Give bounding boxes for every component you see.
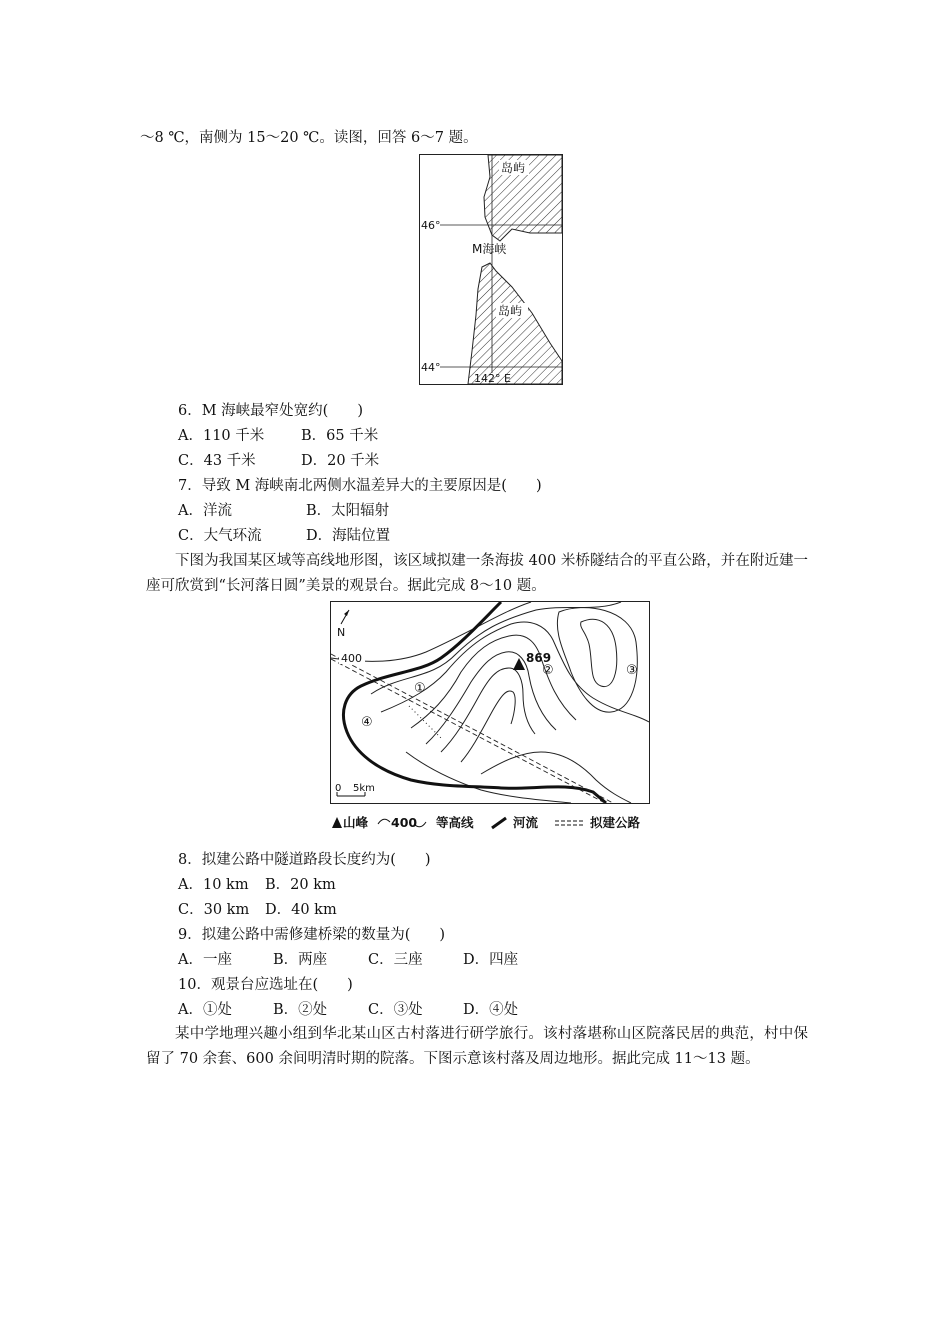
peak-value: 869 <box>526 651 552 665</box>
scale-zero: 0 <box>335 783 342 794</box>
legend-river-icon <box>492 818 506 828</box>
q8-option-d[interactable]: D．40 km <box>265 902 337 918</box>
south-island <box>468 263 562 384</box>
q6-stem: 6．M 海峡最窄处宽约( ) <box>178 403 363 419</box>
strait-label: M海峡 <box>472 242 507 256</box>
q6-option-d[interactable]: D．20 千米 <box>301 453 380 469</box>
intro-line: ～8 ℃，南侧为 15～20 ℃。读图，回答 6～7 题。 <box>140 130 478 146</box>
q6-option-b[interactable]: B．65 千米 <box>301 428 379 444</box>
legend-contour-label: 等高线 <box>436 815 474 830</box>
q8-option-b[interactable]: B．20 km <box>265 877 336 893</box>
north-island-label: 岛屿 <box>501 161 526 175</box>
lat-46-label: 46° <box>421 219 441 232</box>
south-island-label: 岛屿 <box>498 304 523 318</box>
contour-map <box>330 601 650 804</box>
q10-option-c[interactable]: C．③处 <box>368 1002 423 1018</box>
point-1[interactable]: ① <box>414 681 426 696</box>
q9-option-c[interactable]: C．三座 <box>368 952 423 968</box>
strait-map <box>419 154 563 385</box>
contour-map-svg <box>331 602 649 803</box>
q9-option-a[interactable]: A．一座 <box>178 952 232 968</box>
contour-400-label: 400 <box>341 652 362 665</box>
q10-option-a[interactable]: A．①处 <box>178 1002 232 1018</box>
point-2[interactable]: ② <box>542 663 554 678</box>
q9-stem: 9．拟建公路中需修建桥梁的数量为( ) <box>178 927 446 943</box>
q9-option-d[interactable]: D．四座 <box>463 952 519 968</box>
q7-option-c[interactable]: C．大气环流 <box>178 528 262 544</box>
lat-44-label: 44° <box>421 361 441 374</box>
q10-option-b[interactable]: B．②处 <box>273 1002 328 1018</box>
q6-option-c[interactable]: C．43 千米 <box>178 453 256 469</box>
strait-map-svg <box>420 155 562 384</box>
legend-peak-icon <box>332 817 342 828</box>
legend-peak-label: 山峰 <box>343 815 369 830</box>
q6-option-a[interactable]: A．110 千米 <box>178 428 265 444</box>
q7-option-a[interactable]: A．洋流 <box>178 503 232 519</box>
q8-option-c[interactable]: C．30 km <box>178 902 250 918</box>
paragraph-village-intro: 某中学地理兴趣小组到华北某山区古村落进行研学旅行。该村落堪称山区院落民居的典范，村中保留了 70 余套、600 余间明清时期的院落。下图示意该村落及周边地形。据此完成 11～13 题。 <box>146 1026 808 1067</box>
lon-142-label: 142° E <box>474 372 511 384</box>
legend-contour-icon <box>378 819 390 824</box>
legend-road-label: 拟建公路 <box>590 815 641 830</box>
q7-option-b[interactable]: B．太阳辐射 <box>306 503 390 519</box>
point-3[interactable]: ③ <box>626 663 638 678</box>
north-label: N <box>337 626 346 639</box>
q10-stem: 10．观景台应选址在( ) <box>178 977 353 993</box>
legend-svg <box>330 812 660 832</box>
q7-option-d[interactable]: D．海陆位置 <box>306 528 391 544</box>
river <box>343 602 606 803</box>
q10-option-d[interactable]: D．④处 <box>463 1002 519 1018</box>
q7-stem: 7．导致 M 海峡南北两侧水温差异大的主要原因是( ) <box>178 478 542 494</box>
q8-stem: 8．拟建公路中隧道路段长度约为( ) <box>178 852 431 868</box>
legend-contour-value: 400 <box>391 815 418 830</box>
q9-option-b[interactable]: B．两座 <box>273 952 328 968</box>
paragraph-contour-intro: 下图为我国某区域等高线地形图，该区域拟建一条海拔 400 米桥隧结合的平直公路，并在附近建一座可欣赏到“长河落日圆”美景的观景台。据此完成 8～10 题。 <box>146 553 808 594</box>
point-4[interactable]: ④ <box>361 715 373 730</box>
contour-map-legend <box>330 812 660 832</box>
legend-river-label: 河流 <box>513 815 539 830</box>
scale-5km: 5km <box>353 783 375 794</box>
q8-option-a[interactable]: A．10 km <box>178 877 249 893</box>
